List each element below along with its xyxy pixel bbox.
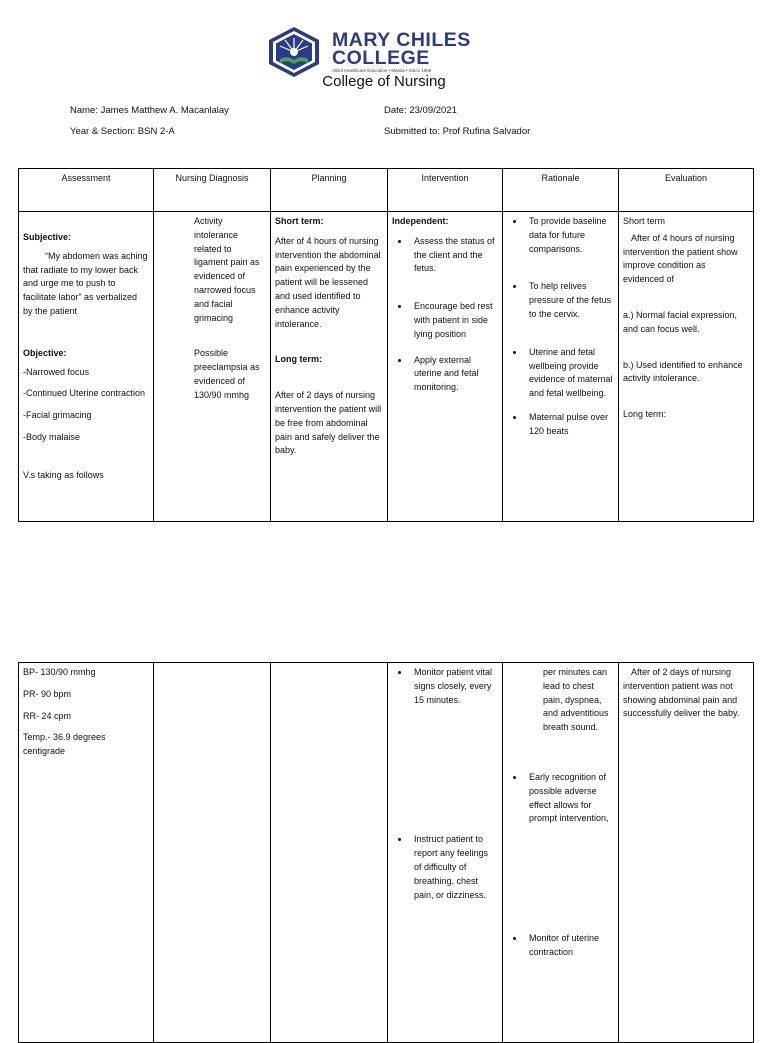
objective-item: -Continued Uterine contraction [23,388,146,399]
college-seal-icon [266,26,322,78]
intervention-cell [388,212,503,522]
rationale-cell [503,212,619,522]
header-assessment: Assessment [19,169,154,212]
header-evaluation: Evaluation [619,169,754,212]
header-intervention: Intervention [388,169,503,212]
list-item: • To provide baseline data for future comparisons. [525,215,614,256]
short-term-label: Short term: [275,216,324,226]
planning-cell [271,212,388,522]
list-item: • Early recognition of possible adverse effect allows for prompt intervention, [525,771,614,826]
evaluation-b: b.) Used identified to enhance activity intolerance. [623,359,743,384]
list-item: • Instruct patient to report any feelings of difficulty of breathing, chest pain, or dizziness. [410,833,498,902]
vitals-cell [19,663,154,1043]
list-item: • Monitor of uterine contraction [525,932,614,960]
student-name: Name: James Matthew A. Macanlalay [70,105,229,116]
objective-item: -Facial grimacing [23,410,92,421]
nursing-care-plan-table [18,168,754,522]
page-title: College of Nursing [322,73,446,90]
short-term-goal: After of 4 hours of nursing intervention the abdominal pain experienced by the patient will be lessened and used identified to enhance activity intolerance. [275,235,381,329]
list-item: • To help relives pressure of the fetus to the cervix. [525,280,614,321]
logo-tagline: Allied Healthcare Education • Manila • Since 1968 [332,68,432,73]
vital-temp: Temp.- 36.9 degrees centigrade [23,732,106,757]
rationale-continued: per minutes can lead to chest pain, dyspnea, and adventitious breath sound. [543,667,609,733]
header-nursing-diagnosis: Nursing Diagnosis [154,169,271,212]
diagnosis-cell [154,663,271,1043]
evaluation-cell [619,663,754,1043]
table-row [19,663,754,1043]
table-row [19,212,754,522]
objective-label: Objective: [23,347,67,358]
diagnosis-cell [154,212,271,522]
rationale-cell [503,663,619,1043]
diagnosis-2: Possible preeclampsia as evidenced of 130/90 mmhg [194,348,260,400]
intervention-cell [388,663,503,1043]
assessment-cell [19,212,154,522]
header-planning: Planning [271,169,388,212]
list-item: • Uterine and fetal wellbeing provide evidence of maternal and fetal wellbeing. [525,346,614,401]
objective-item: -Narrowed focus [23,366,90,377]
subjective-label: Subjective: [23,232,72,242]
evaluation-cell [619,212,754,522]
independent-label: Independent: [392,216,449,226]
list-item: • Maternal pulse over 120 beats [525,411,614,439]
submitted-to: Submitted to: Prof Rufina Salvador [384,126,531,137]
list-item: • Assess the status of the client and the fetus. [410,235,498,276]
long-term-label: Long term: [275,354,322,365]
list-item: • Monitor patient vital signs closely, every 15 minutes. [410,666,498,707]
submission-date: Date: 23/09/2021 [384,105,457,116]
evaluation-a: a.) Normal facial expression, and can focus well. [623,309,738,334]
list-item: • Apply external uterine and fetal monitoring. [410,354,498,395]
vital-rr: RR- 24 cpm [23,710,72,721]
logo-line-2: COLLEGE [332,47,430,69]
vital-bp: BP- 130/90 mmhg [23,667,96,677]
list-item: • Encourage bed rest with patient in side lying position [410,300,498,341]
logo-line-1: MARY CHILES [332,29,471,51]
vs-label: V.s taking as follows [23,469,104,480]
diagnosis-1: Activity intolerance related to ligament pain as evidenced of narrowed focus and facial grimacing [194,216,260,323]
evaluation-long-text: After of 2 days of nursing intervention patient was not showing abdominal pain and successfully deliver the baby. [623,667,740,719]
college-logo [266,26,488,78]
planning-cell [271,663,388,1043]
table-header-row [19,169,754,212]
nursing-care-plan-continuation [18,662,754,1043]
long-term-goal: After of 2 days of nursing intervention the patient will be free from abdominal pain and safely deliver the baby. [275,390,382,456]
evaluation-short-label: Short term [623,216,666,226]
header-rationale: Rationale [503,169,619,212]
subjective-text: “My abdomen was aching that radiate to my lower back and urge me to push to facilitate labor” as verbalized by the patient [23,250,148,316]
vital-pr: PR- 90 bpm [23,688,72,699]
evaluation-short-text: After of 4 hours of nursing intervention the patient show improve condition as evidenced of [623,232,738,285]
evaluation-long-label: Long term: [623,409,667,420]
objective-item: -Body malaise [23,431,81,442]
year-section: Year & Section: BSN 2-A [70,126,175,137]
